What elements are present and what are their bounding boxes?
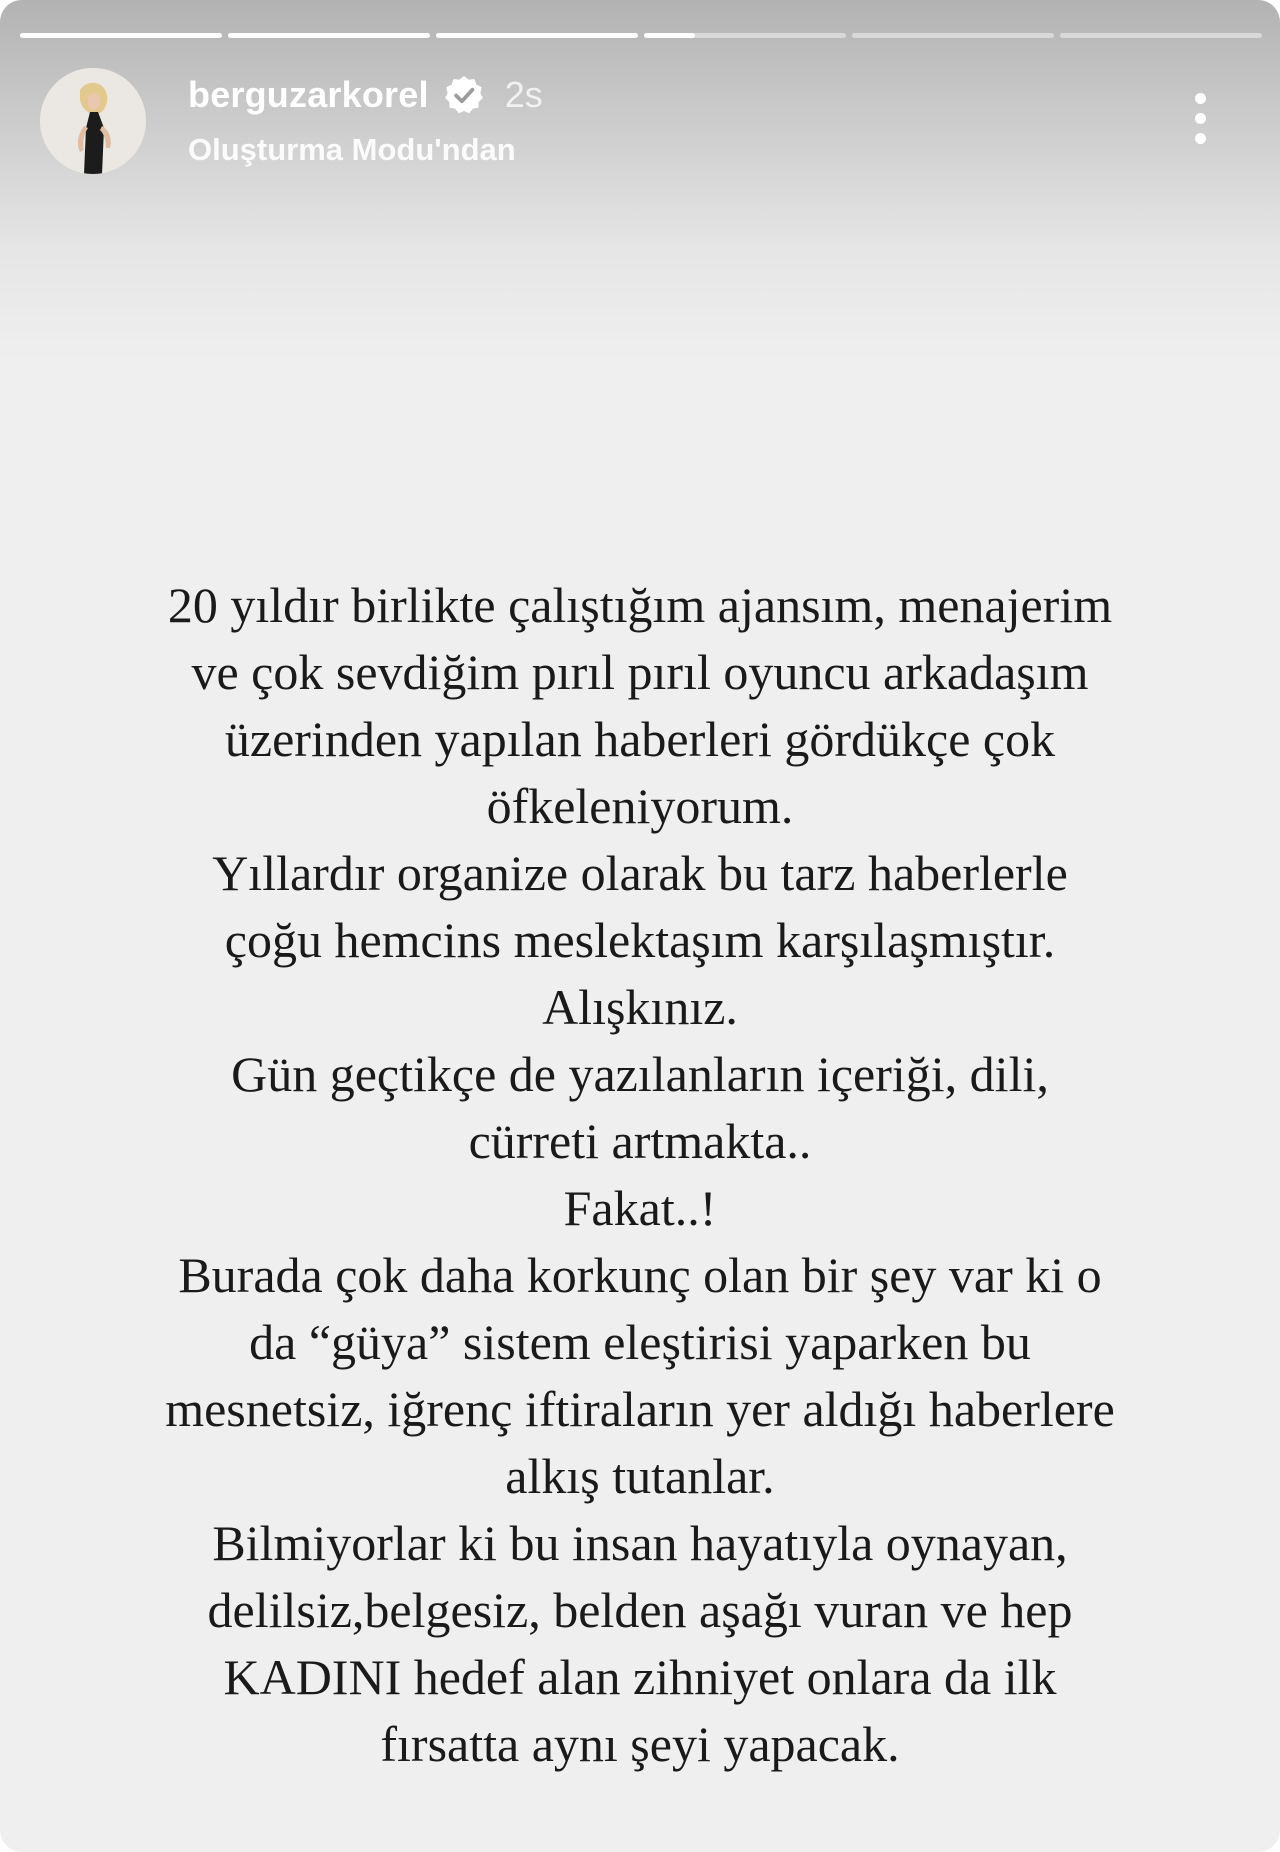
story-source-label[interactable]: Oluşturma Modu'ndan [188, 132, 516, 167]
story-text-line: Bilmiyorlar ki bu insan hayatıyla oynayan, [212, 1515, 1068, 1571]
more-dot [1195, 113, 1206, 124]
story-text-line: öfkeleniyorum. [486, 778, 794, 834]
story-text-line: üzerinden yapılan haberleri gördükçe çok [224, 711, 1056, 767]
story-text-line: cürreti artmakta.. [468, 1113, 812, 1169]
story-header [0, 0, 1280, 200]
username[interactable]: berguzarkorel [188, 74, 429, 115]
story-text-line: delilsiz,belgesiz, belden aşağı vuran ve hep [207, 1582, 1073, 1638]
story-text-line: çoğu hemcins meslektaşım karşılaşmıştır. [224, 912, 1056, 968]
story-text [40, 572, 1240, 1778]
more-options-icon[interactable] [1178, 88, 1222, 148]
story-text-line: Fakat..! [563, 1180, 717, 1236]
story-text-line: Alışkınız. [542, 979, 738, 1035]
story-text-line: Gün geçtikçe de yazılanların içeriği, dili, [231, 1046, 1049, 1102]
story-text-line: mesnetsiz, iğrenç iftiraların yer aldığı haberlere [165, 1381, 1115, 1437]
story-text-line: Yıllardır organize olarak bu tarz haberlerle [212, 845, 1068, 901]
verified-badge-icon [443, 74, 485, 116]
more-dot [1195, 133, 1206, 144]
story-text-line: 20 yıldır birlikte çalıştığım ajansım, menajerim [167, 577, 1113, 633]
avatar-photo [40, 68, 146, 174]
story-text-line: ve çok sevdiğim pırıl pırıl oyuncu arkadaşım [191, 644, 1089, 700]
avatar[interactable] [40, 68, 146, 174]
story-text-line: fırsatta aynı şeyi yapacak. [380, 1716, 900, 1772]
story-text-line: KADINI hedef alan zihniyet onlara da ilk [223, 1649, 1057, 1705]
story-text-line: da “güya” sistem eleştirisi yaparken bu [249, 1314, 1031, 1370]
story-text-line: alkış tutanlar. [505, 1448, 775, 1504]
more-dot [1195, 93, 1206, 104]
story-text-line: Burada çok daha korkunç olan bir şey var ki o [178, 1247, 1102, 1303]
user-line [188, 70, 543, 120]
time-ago: 2s [504, 74, 543, 115]
